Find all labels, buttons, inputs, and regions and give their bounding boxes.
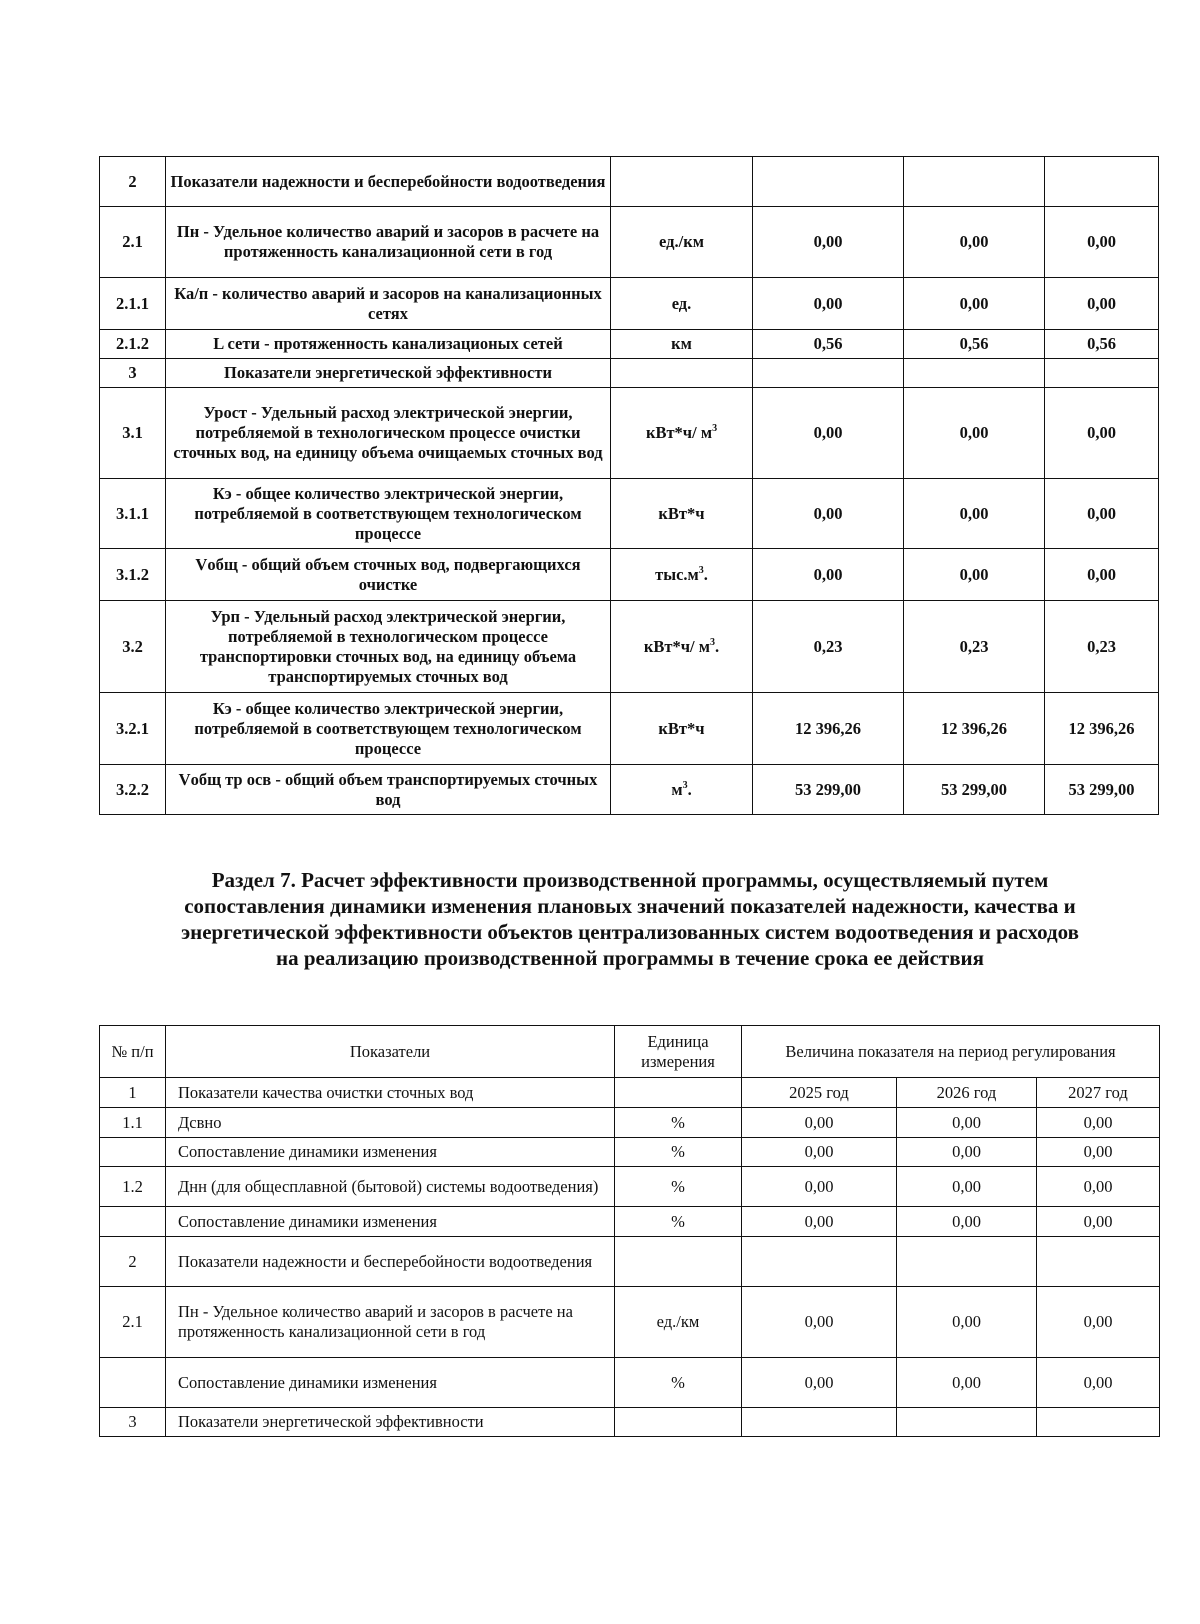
value-cell: 0,00 bbox=[897, 1358, 1037, 1408]
unit-cell bbox=[615, 1237, 742, 1287]
unit-cell bbox=[611, 479, 753, 549]
row-number: 2 bbox=[100, 1237, 166, 1287]
indicator-name: Vобщ тр осв - общий объем транспортируемых сточных вод bbox=[166, 765, 611, 815]
table-row bbox=[100, 765, 1159, 815]
value-cell: 0,00 bbox=[742, 1207, 897, 1237]
value-cell: 2025 год bbox=[742, 1078, 897, 1108]
value-cell: 0,00 bbox=[742, 1358, 897, 1408]
table-header-row bbox=[100, 1026, 1160, 1078]
unit-cell bbox=[615, 1408, 742, 1437]
value-cell: 12 396,26 bbox=[904, 693, 1045, 765]
indicator-name: Пн - Удельное количество аварий и засоров в расчете на протяженность канализационной сети в год bbox=[166, 1287, 615, 1358]
unit-text: ед./км bbox=[659, 232, 704, 251]
row-number: 2.1.2 bbox=[100, 330, 166, 359]
unit-cell bbox=[611, 765, 753, 815]
value-cell: 0,00 bbox=[753, 549, 904, 601]
indicators-table-continuation bbox=[99, 156, 1159, 815]
unit-cell bbox=[611, 207, 753, 278]
unit-cell bbox=[611, 330, 753, 359]
unit-suffix: . bbox=[687, 779, 692, 799]
indicator-name: L сети - протяженность канализационых сетей bbox=[166, 330, 611, 359]
row-number: 3 bbox=[100, 1408, 166, 1437]
table-row bbox=[100, 278, 1159, 330]
unit-cell: % bbox=[615, 1207, 742, 1237]
row-number: 3.2 bbox=[100, 601, 166, 693]
indicator-name: Показатели энергетической эффективности bbox=[166, 359, 611, 388]
indicator-name: Кэ - общее количество электрической энергии, потребляемой в соответствующем технологическом процессе bbox=[166, 479, 611, 549]
row-number: 3.1.2 bbox=[100, 549, 166, 601]
table-row bbox=[100, 601, 1159, 693]
table-row bbox=[100, 207, 1159, 278]
value-cell bbox=[742, 1408, 897, 1437]
value-cell bbox=[904, 359, 1045, 388]
unit-cell bbox=[611, 359, 753, 388]
unit-suffix: . bbox=[715, 636, 720, 656]
indicator-name: Днн (для общесплавной (бытовой) системы водоотведения) bbox=[166, 1167, 615, 1207]
value-cell: 0,00 bbox=[1037, 1207, 1160, 1237]
value-cell: 0,00 bbox=[742, 1167, 897, 1207]
indicator-name: Кэ - общее количество электрической энергии, потребляемой в соответствующем технологическом процессе bbox=[166, 693, 611, 765]
unit-text: кВт*ч/ м bbox=[645, 423, 713, 442]
value-cell: 0,23 bbox=[1045, 601, 1159, 693]
value-cell: 2026 год bbox=[897, 1078, 1037, 1108]
table-row bbox=[100, 1108, 1160, 1138]
value-cell bbox=[742, 1237, 897, 1287]
value-cell: 0,00 bbox=[1037, 1108, 1160, 1138]
value-cell: 0,00 bbox=[1037, 1167, 1160, 1207]
table-row bbox=[100, 359, 1159, 388]
value-cell: 53 299,00 bbox=[753, 765, 904, 815]
indicator-name: Урп - Удельный расход электрической энергии, потребляемой в технологическом процессе транспортировки сточных вод, на единицу объема транспортируемых сточных вод bbox=[166, 601, 611, 693]
header-unit: Единица измерения bbox=[615, 1026, 742, 1078]
row-number: 2.1.1 bbox=[100, 278, 166, 330]
section-7-heading-line-2: сопоставления динамики изменения плановых значений показателей надежности, качества и bbox=[184, 894, 1076, 918]
value-cell: 0,00 bbox=[1045, 549, 1159, 601]
value-cell bbox=[1045, 157, 1159, 207]
value-cell: 0,00 bbox=[897, 1138, 1037, 1167]
row-number: 2.1 bbox=[100, 1287, 166, 1358]
indicator-name: Урост - Удельный расход электрической энергии, потребляемой в технологическом процессе очистки сточных вод, на единицу объема очищаемых сточных вод bbox=[166, 388, 611, 479]
value-cell bbox=[753, 157, 904, 207]
table-row bbox=[100, 693, 1159, 765]
row-number bbox=[100, 1138, 166, 1167]
unit-suffix: . bbox=[703, 564, 708, 584]
value-cell: 0,00 bbox=[904, 549, 1045, 601]
unit-cell: ед./км bbox=[615, 1287, 742, 1358]
row-number bbox=[100, 1207, 166, 1237]
section-7-heading-line-1: Раздел 7. Расчет эффективности производственной программы, осуществляемый путем bbox=[211, 868, 1049, 892]
value-cell: 0,00 bbox=[1037, 1287, 1160, 1358]
table-row bbox=[100, 479, 1159, 549]
table-row bbox=[100, 1358, 1160, 1408]
unit-text: кВт*ч bbox=[658, 503, 705, 523]
value-cell: 53 299,00 bbox=[1045, 765, 1159, 815]
value-cell: 0,56 bbox=[904, 330, 1045, 359]
header-indicators: Показатели bbox=[166, 1026, 615, 1078]
unit-superscript: 3 bbox=[682, 779, 688, 791]
value-cell: 0,00 bbox=[904, 388, 1045, 479]
unit-text: кВт*ч/ м bbox=[643, 636, 710, 656]
row-number: 3.2.2 bbox=[100, 765, 166, 815]
row-number: 1.1 bbox=[100, 1108, 166, 1138]
unit-text: тыс.м bbox=[655, 564, 699, 584]
row-number bbox=[100, 1358, 166, 1408]
value-cell: 0,00 bbox=[1037, 1138, 1160, 1167]
value-cell bbox=[897, 1237, 1037, 1287]
unit-cell: % bbox=[615, 1138, 742, 1167]
value-cell: 0,00 bbox=[753, 479, 904, 549]
table-row bbox=[100, 388, 1159, 479]
indicator-name: Сопоставление динамики изменения bbox=[166, 1138, 615, 1167]
unit-cell bbox=[611, 549, 753, 601]
value-cell: 0,23 bbox=[753, 601, 904, 693]
value-cell: 0,00 bbox=[742, 1287, 897, 1358]
table-row bbox=[100, 1138, 1160, 1167]
row-number: 3.1 bbox=[100, 388, 166, 479]
value-cell: 12 396,26 bbox=[1045, 693, 1159, 765]
indicator-name: Показатели надежности и бесперебойности водоотведения bbox=[166, 157, 611, 207]
row-number: 3.1.1 bbox=[100, 479, 166, 549]
value-cell: 0,00 bbox=[753, 278, 904, 330]
value-cell: 0,00 bbox=[1045, 388, 1159, 479]
value-cell: 0,00 bbox=[753, 388, 904, 479]
value-cell: 0,00 bbox=[904, 278, 1045, 330]
value-cell: 12 396,26 bbox=[753, 693, 904, 765]
value-cell: 0,00 bbox=[1045, 207, 1159, 278]
indicator-name: Показатели энергетической эффективности bbox=[166, 1408, 615, 1437]
value-cell: 0,00 bbox=[904, 479, 1045, 549]
row-number: 1 bbox=[100, 1078, 166, 1108]
unit-text: ед. bbox=[671, 293, 692, 313]
unit-cell bbox=[615, 1078, 742, 1108]
indicator-name: Показатели качества очистки сточных вод bbox=[166, 1078, 615, 1108]
row-number: 3 bbox=[100, 359, 166, 388]
table-row bbox=[100, 1237, 1160, 1287]
indicator-name: Сопоставление динамики изменения bbox=[166, 1358, 615, 1408]
unit-cell bbox=[611, 693, 753, 765]
unit-text: км bbox=[671, 334, 692, 353]
indicator-name: Vобщ - общий объем сточных вод, подвергающихся очистке bbox=[166, 549, 611, 601]
value-cell: 0,00 bbox=[897, 1207, 1037, 1237]
value-cell: 0,56 bbox=[753, 330, 904, 359]
unit-text: кВт*ч bbox=[658, 718, 705, 738]
value-cell: 0,00 bbox=[897, 1287, 1037, 1358]
value-cell: 0,00 bbox=[1045, 278, 1159, 330]
value-cell bbox=[1045, 359, 1159, 388]
unit-cell bbox=[611, 601, 753, 693]
unit-superscript: 3 bbox=[710, 636, 715, 648]
section-7-heading-line-3: энергетической эффективности объектов централизованных систем водоотведения и расходов bbox=[181, 920, 1079, 944]
value-cell: 0,00 bbox=[1045, 479, 1159, 549]
unit-cell bbox=[611, 278, 753, 330]
value-cell: 0,00 bbox=[897, 1108, 1037, 1138]
value-cell bbox=[1037, 1237, 1160, 1287]
value-cell: 0,00 bbox=[742, 1138, 897, 1167]
value-cell: 0,23 bbox=[904, 601, 1045, 693]
unit-cell: % bbox=[615, 1358, 742, 1408]
table-row bbox=[100, 1287, 1160, 1358]
value-cell: 2027 год bbox=[1037, 1078, 1160, 1108]
indicator-name: Показатели надежности и бесперебойности водоотведения bbox=[166, 1237, 615, 1287]
row-number: 1.2 bbox=[100, 1167, 166, 1207]
value-cell bbox=[897, 1408, 1037, 1437]
value-cell bbox=[1037, 1408, 1160, 1437]
table-row bbox=[100, 330, 1159, 359]
value-cell: 0,00 bbox=[742, 1108, 897, 1138]
header-period: Величина показателя на период регулирования bbox=[742, 1026, 1160, 1078]
efficiency-table bbox=[99, 1025, 1160, 1437]
indicator-name: Сопоставление динамики изменения bbox=[166, 1207, 615, 1237]
table-row bbox=[100, 157, 1159, 207]
indicator-name: Пн - Удельное количество аварий и засоров в расчете на протяженность канализационной сети в год bbox=[166, 207, 611, 278]
value-cell: 53 299,00 bbox=[904, 765, 1045, 815]
table-row bbox=[100, 1207, 1160, 1237]
table-row bbox=[100, 1167, 1160, 1207]
unit-superscript: 3 bbox=[698, 564, 704, 576]
value-cell: 0,00 bbox=[1037, 1358, 1160, 1408]
unit-text: м bbox=[671, 779, 683, 799]
value-cell: 0,00 bbox=[897, 1167, 1037, 1207]
section-7-heading bbox=[100, 867, 1160, 971]
table-row bbox=[100, 549, 1159, 601]
row-number: 2.1 bbox=[100, 207, 166, 278]
unit-cell: % bbox=[615, 1108, 742, 1138]
row-number: 2 bbox=[100, 157, 166, 207]
unit-superscript: 3 bbox=[712, 423, 718, 434]
section-7-heading-line-4: на реализацию производственной программы в течение срока ее действия bbox=[275, 946, 985, 970]
unit-cell: % bbox=[615, 1167, 742, 1207]
header-num: № п/п bbox=[100, 1026, 166, 1078]
indicator-name: Ка/п - количество аварий и засоров на канализационных сетях bbox=[166, 278, 611, 330]
row-number: 3.2.1 bbox=[100, 693, 166, 765]
table-row bbox=[100, 1408, 1160, 1437]
indicator-name: Дсвно bbox=[166, 1108, 615, 1138]
value-cell bbox=[904, 157, 1045, 207]
unit-cell bbox=[611, 388, 753, 479]
value-cell: 0,56 bbox=[1045, 330, 1159, 359]
value-cell: 0,00 bbox=[904, 207, 1045, 278]
value-cell: 0,00 bbox=[753, 207, 904, 278]
table-row bbox=[100, 1078, 1160, 1108]
value-cell bbox=[753, 359, 904, 388]
unit-cell bbox=[611, 157, 753, 207]
